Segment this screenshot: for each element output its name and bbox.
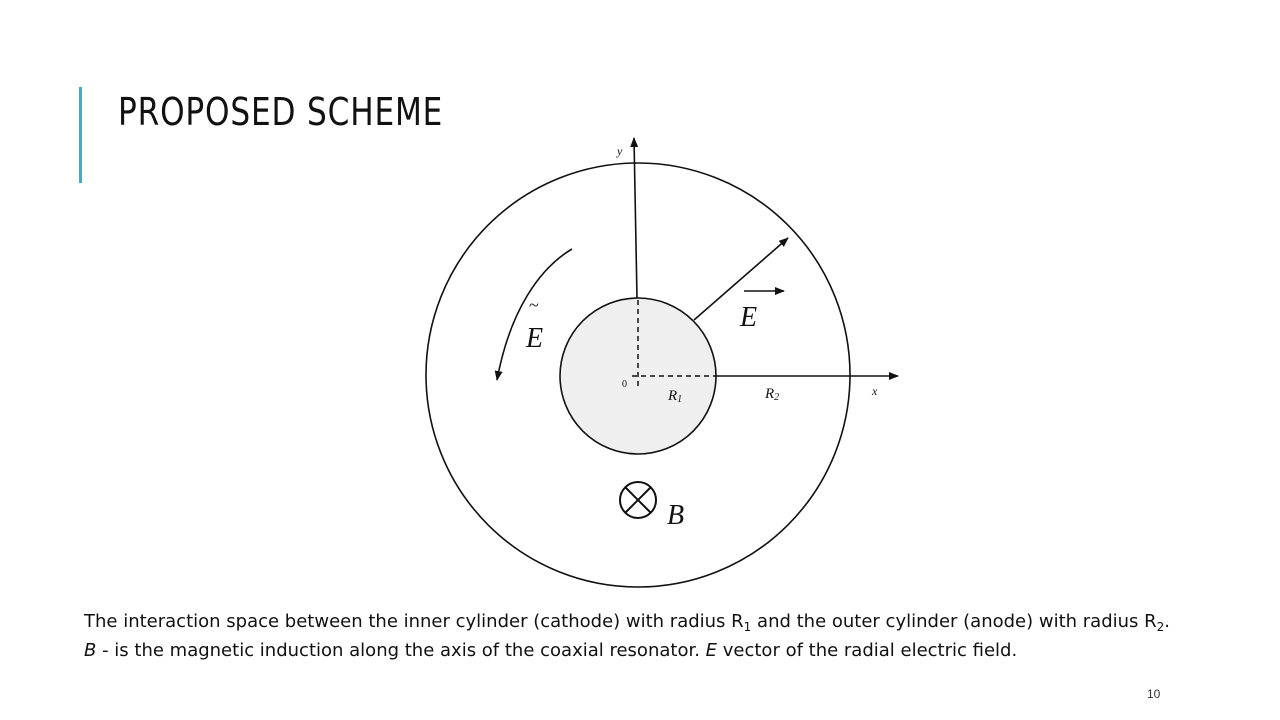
origin-label: 0 [622,379,627,390]
tilde-mark: ~ [529,295,539,315]
x-axis-label: x [872,384,878,398]
rf-field-label: E [526,323,544,354]
y-axis-line [634,138,637,298]
slide-title: PROPOSED SCHEME [118,90,444,134]
radius-inner-label: R1 [668,388,683,405]
slide-caption [84,607,1244,665]
slide-number: 10 [1147,687,1161,701]
magnetic-field-label: B [667,500,685,531]
caption-line-2: B - is the magnetic induction along the axis of the coaxial resonator. E vector of the radial electric field. [84,640,1018,661]
caption-line-1: The interaction space between the inner cylinder (cathode) with radius $R_1$ and the outer cylinder (anode) with radius $R_2$. [84,611,1171,634]
y-axis-label: y [617,144,623,158]
into-page-cross-icon [620,482,656,518]
radial-field-label: E [740,302,758,333]
radius-outer-label: R2 [765,386,780,403]
